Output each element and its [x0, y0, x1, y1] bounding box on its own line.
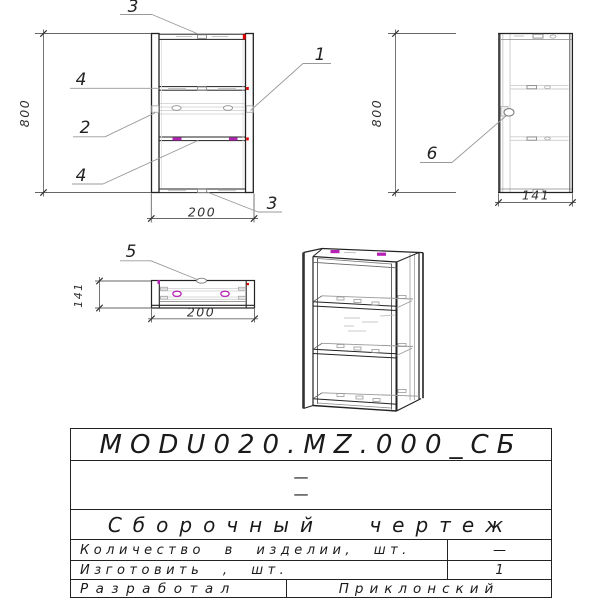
placeholder-cell — [71, 460, 551, 509]
manufacture-label: Изготовить , шт. — [80, 562, 289, 578]
callout-3-bottom: 3 — [266, 194, 278, 214]
front-view-panels — [152, 34, 254, 193]
front-cam-hole-right — [223, 106, 232, 111]
top-view-leaders — [120, 261, 199, 280]
manufacture-value: 1 — [447, 561, 551, 579]
top-cam-right — [221, 291, 229, 296]
isometric-view — [304, 249, 424, 412]
front-view — [17, 0, 331, 223]
top-view-dimension-lines — [95, 277, 258, 323]
side-view-shelf-lines — [511, 86, 569, 141]
top-dim-width: 200 — [186, 304, 216, 320]
front-dim-width: 200 — [187, 204, 217, 220]
quantity-label: Количество в изделии, шт. — [80, 542, 411, 558]
placeholder-bottom: — — [293, 484, 309, 503]
placeholder-top: — — [293, 467, 309, 486]
hanger-hole — [504, 109, 514, 116]
document-type: Сборочный чертеж — [107, 512, 515, 537]
document-type-cell — [71, 509, 551, 539]
front-view-dimension-lines — [35, 30, 258, 223]
front-view-accents — [173, 34, 249, 140]
top-view-dimension-ticks — [96, 278, 257, 322]
drawing-code-cell — [71, 429, 551, 460]
side-dim-height: 800 — [369, 98, 384, 128]
front-dim-height: 800 — [17, 98, 32, 128]
callout-5: 5 — [125, 242, 137, 262]
top-dim-depth: 141 — [72, 282, 85, 308]
hanging-hole — [197, 278, 207, 283]
callout-3-top: 3 — [127, 0, 139, 17]
side-dim-depth: 141 — [521, 187, 551, 203]
top-cam-left — [173, 291, 181, 296]
side-view-dimension-ticks — [392, 30, 575, 205]
callout-6: 6 — [426, 144, 438, 164]
top-view — [72, 242, 258, 323]
side-view-dimension-lines — [388, 30, 576, 207]
iso-verticals — [304, 252, 424, 411]
manufacture-row — [71, 560, 551, 579]
callout-4-lower: 4 — [75, 166, 87, 186]
drawing-code: MODU020.MZ.000_СБ — [99, 429, 523, 460]
quantity-value: — — [447, 540, 551, 560]
iso-top-panel — [304, 249, 424, 268]
callout-2: 2 — [79, 118, 91, 138]
callout-1: 1 — [314, 45, 326, 65]
front-view-leaders — [70, 15, 331, 213]
developer-row — [71, 579, 551, 598]
callout-4-upper: 4 — [75, 70, 87, 90]
title-block — [70, 428, 552, 598]
side-view-connector-marks — [514, 34, 556, 192]
side-view — [369, 30, 576, 207]
front-cam-hole-left — [172, 106, 181, 111]
developer-label: Разработал — [80, 581, 237, 597]
iso-bottom-panel — [304, 393, 422, 411]
quantity-row — [71, 539, 551, 560]
developer-value: Приклонский — [286, 580, 551, 598]
